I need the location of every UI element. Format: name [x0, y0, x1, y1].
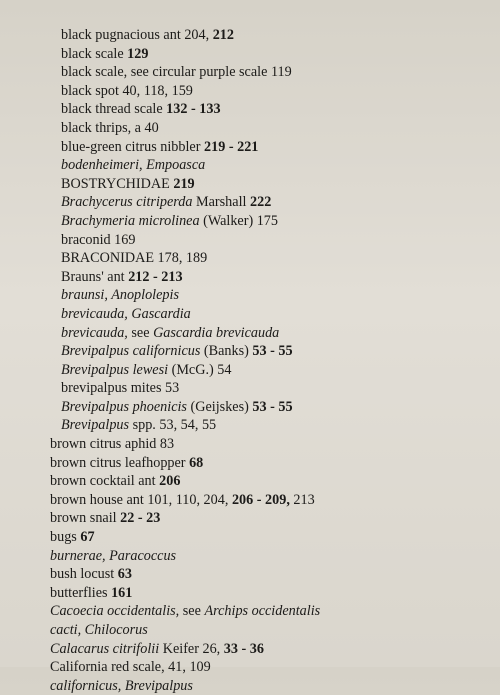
index-entry	[0, 677, 320, 695]
index-entry	[0, 509, 320, 528]
entry-text: butterflies	[50, 584, 112, 601]
index-entry	[0, 565, 320, 584]
taxon-name: brevicauda,	[61, 324, 128, 341]
taxon-name: Calacarus citrifolii	[50, 640, 160, 657]
entry-text: bush locust	[50, 566, 118, 583]
index-entry	[0, 528, 320, 547]
taxon-name: bodenheimeri, Empoasca	[61, 157, 206, 174]
index-entry	[0, 379, 320, 398]
page-ref: 206 - 209,	[231, 491, 290, 508]
index-entry	[0, 156, 320, 175]
index-entry	[0, 435, 320, 454]
index-entry	[0, 621, 320, 640]
page-ref: 53 - 55	[252, 343, 293, 360]
entry-text: brown citrus leafhopper	[50, 454, 190, 471]
taxon-name: braunsi, Anoplolepis	[61, 287, 179, 304]
entry-text: black spot 40, 118, 159	[61, 82, 193, 99]
page-ref: 129	[127, 45, 149, 62]
index-entry	[0, 193, 320, 212]
index-entry	[0, 491, 320, 510]
index-entry	[0, 305, 320, 324]
entry-text: Brauns' ant	[61, 268, 129, 285]
entry-text: Keifer 26,	[159, 640, 224, 657]
page-ref: 219 - 221	[204, 138, 259, 155]
entry-text: BRACONIDAE 178, 189	[61, 250, 208, 267]
entry-text: see	[179, 603, 205, 620]
taxon-name: burnerae, Paracoccus	[50, 547, 177, 564]
index-entry	[0, 175, 320, 194]
index-entry	[0, 119, 320, 138]
page-ref: 67	[80, 529, 95, 546]
page-ref: 68	[189, 454, 204, 471]
index-entry	[0, 361, 320, 380]
index-entry	[0, 100, 320, 119]
index-entry	[0, 342, 320, 361]
entry-text: (McG.) 54	[168, 361, 232, 378]
page-ref: 53 - 55	[252, 398, 293, 415]
entry-text: 213	[289, 491, 315, 508]
index-entry	[0, 547, 320, 566]
index-entry	[0, 658, 320, 677]
taxon-name: Brachycerus citriperda	[61, 194, 193, 211]
index-entry	[0, 82, 320, 101]
entry-text: brown house ant 101, 110, 204,	[50, 491, 232, 508]
page-ref: 33 - 36	[223, 640, 264, 657]
entry-text: brown snail	[50, 510, 121, 527]
taxon-name: Brevipalpus californicus	[61, 343, 201, 360]
entry-text: brevipalpus mites 53	[61, 380, 180, 397]
index-entry	[0, 63, 320, 82]
taxon-name: brevicauda, Gascardia	[61, 305, 191, 322]
entry-text: black pugnacious ant 204,	[61, 27, 213, 43]
entry-text: spp. 53, 54, 55	[129, 417, 217, 434]
index-entry	[0, 249, 320, 268]
taxon-name: Archips occidentalis	[204, 603, 321, 620]
taxon-name: Brachymeria microlinea	[61, 212, 200, 229]
index-entry	[0, 416, 320, 435]
taxon-name: cacti, Chilocorus	[50, 622, 148, 638]
entry-text: blue-green citrus nibbler	[61, 138, 205, 155]
entry-text: bugs	[50, 529, 81, 546]
index-entry	[0, 584, 320, 603]
index-entry	[0, 268, 320, 287]
page-ref: 219	[173, 175, 195, 192]
index-entry	[0, 398, 320, 417]
entry-text: black scale, see circular purple scale 119	[61, 64, 292, 81]
entry-text: Marshall	[192, 194, 250, 211]
index-entry	[0, 26, 320, 45]
taxon-name: californicus, Brevipalpus	[50, 677, 193, 694]
index-list	[0, 26, 320, 695]
index-entry	[0, 602, 320, 621]
index-entry	[0, 212, 320, 231]
entry-text: black thread scale	[61, 101, 167, 118]
index-entry	[0, 472, 320, 491]
entry-text: (Banks)	[200, 343, 253, 360]
entry-text: BOSTRYCHIDAE	[61, 175, 174, 192]
page-ref: 63	[117, 566, 132, 583]
taxon-name: Brevipalpus	[61, 417, 130, 434]
entry-text: (Geijskes)	[186, 398, 253, 415]
entry-text: see	[127, 324, 154, 341]
page-ref: 212	[212, 27, 234, 43]
taxon-name: Gascardia brevicauda	[153, 324, 280, 341]
entry-text: black scale	[61, 45, 128, 62]
index-entry	[0, 138, 320, 157]
entry-text: California red scale, 41, 109	[50, 659, 211, 676]
index-entry	[0, 231, 320, 250]
taxon-name: Brevipalpus lewesi	[61, 361, 169, 378]
index-entry	[0, 286, 320, 305]
page-ref: 222	[250, 194, 272, 211]
index-entry	[0, 454, 320, 473]
index-entry	[0, 640, 320, 659]
entry-text: brown citrus aphid 83	[50, 436, 175, 453]
page-ref: 132 - 133	[166, 101, 221, 118]
page-ref: 161	[111, 584, 133, 601]
taxon-name: Cacoecia occidentalis,	[50, 603, 180, 620]
page-ref: 22 - 23	[120, 510, 161, 527]
entry-text: black thrips, a 40	[61, 119, 159, 136]
page-ref: 206	[159, 473, 181, 490]
entry-text: braconid 169	[61, 231, 136, 248]
index-entry	[0, 45, 320, 64]
index-entry	[0, 324, 320, 343]
page-ref: 212 - 213	[128, 268, 183, 285]
entry-text: (Walker) 175	[199, 212, 278, 229]
entry-text: brown cocktail ant	[50, 473, 160, 490]
taxon-name: Brevipalpus phoenicis	[61, 398, 187, 415]
